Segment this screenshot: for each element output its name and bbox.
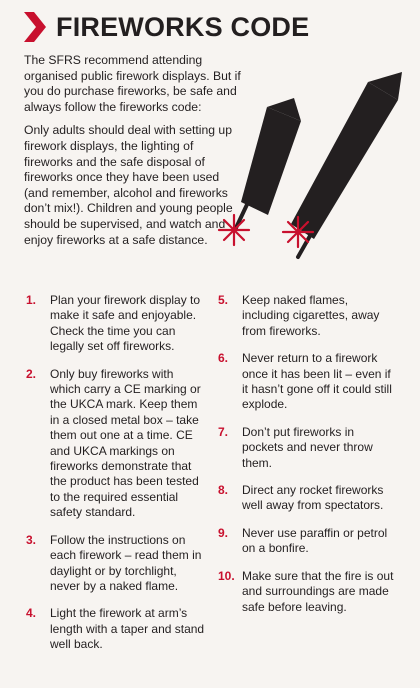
list-item-text: Keep naked flames, including cigarettes, away from fireworks. [242, 293, 380, 338]
firework-rockets-icon [215, 42, 420, 267]
intro-paragraph: Only adults should deal with setting up firework displays, the lighting of fireworks and the safe disposal of fireworks once they have been used (and remember, alcohol and fireworks don’t mix!). Children and young people should be supervised, and watch and enjoy fireworks at a safe distance. [24, 123, 233, 247]
list-item-text: Never use paraffin or petrol on a bonfire. [242, 525, 388, 556]
rules-list-right [218, 293, 398, 627]
list-item [218, 293, 398, 339]
list-item [218, 351, 398, 413]
list-item-number: 8. [218, 483, 229, 498]
list-item [26, 533, 206, 595]
list-item-number: 1. [26, 293, 37, 307]
list-item-text: Follow the instructions on each firework – read them in daylight or by torchlight, never by a naked flame. [50, 532, 202, 593]
list-item-text: Plan your firework display to make it safe and enjoyable. Check the time you can legally set off fireworks. [50, 293, 201, 354]
intro-paragraph: The SFRS recommend attending organised public firework displays. But if you do purchase fireworks, be safe and always follow the fireworks code: [24, 53, 241, 114]
list-item [218, 483, 398, 514]
list-item [26, 606, 206, 652]
list-item [26, 367, 206, 521]
list-item-number: 9. [218, 525, 229, 540]
rules-list-left [26, 293, 206, 665]
list-item-text: Direct any rocket fireworks well away from spectators. [242, 483, 384, 513]
list-item-number: 4. [26, 606, 37, 621]
list-item-number: 5. [218, 293, 229, 307]
list-item [218, 526, 398, 557]
list-item-text: Make sure that the fire is out and surroundings are made safe before leaving. [242, 568, 394, 614]
list-item [218, 425, 398, 471]
list-item-text: Light the firework at arm’s length with a taper and stand well back. [50, 606, 205, 652]
list-item [218, 569, 398, 615]
list-item-number: 3. [26, 532, 37, 547]
list-item-number: 7. [218, 424, 229, 439]
list-item-text: Don’t put fireworks in pockets and never throw them. [242, 424, 373, 470]
chevron-right-icon [22, 12, 46, 42]
spark-icon [283, 217, 313, 247]
list-item-number: 2. [26, 366, 37, 381]
intro-text [24, 53, 242, 256]
spark-icon [219, 215, 249, 245]
list-item-number: 10. [218, 568, 235, 583]
page-title: FIREWORKS CODE [56, 11, 310, 42]
header [22, 12, 309, 42]
list-item-text: Only buy fireworks with which carry a CE marking or the UKCA mark. Keep them in a closed metal box – take them out one at a time. CE and UKCA markings on fireworks demonstrate that the product has been tested to the required essential safety standard. [50, 366, 201, 520]
list-item-number: 6. [218, 351, 229, 366]
list-item [26, 293, 206, 355]
list-item-text: Never return to a firework once it has been lit – even if it hasn’t gone off it could still explode. [242, 351, 392, 412]
